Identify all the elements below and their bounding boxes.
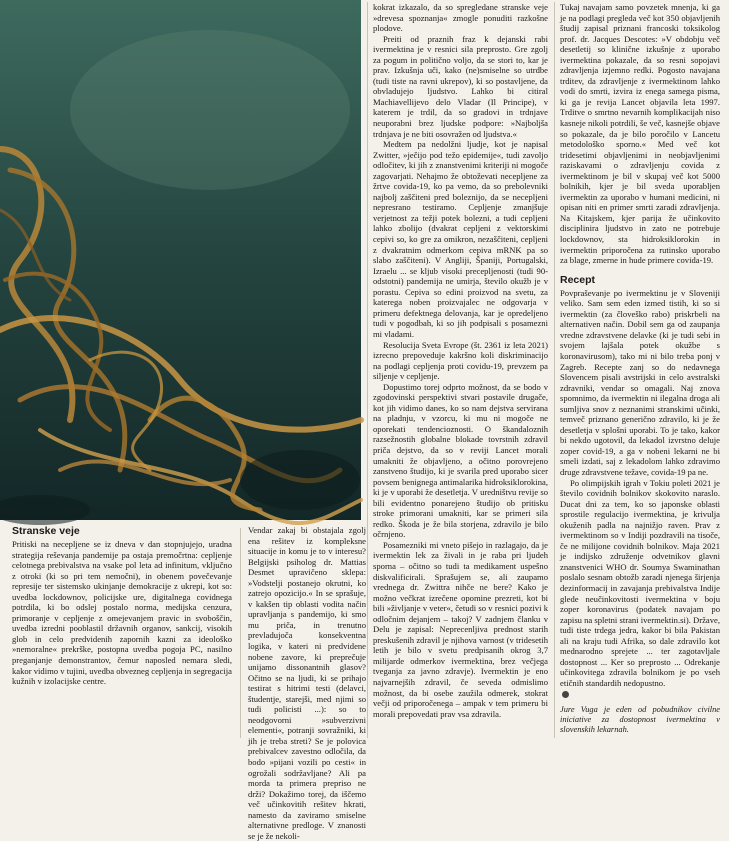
paragraph: Posamezniki mi vneto pišejo in razlagajo, da je ivermektin lek za živali in je raba pri ljudeh sporna – očitno so tudi ta medikament uspešno diskvalificirali. Sprašujem se, ali zaupamo vrednega dr. Zwittra nihče ne bere? Kako je možno večkrat izrečene opomine prezreti, kot bi bili »življanje v veter«, četudi so v resnici pozivi k odločnim dejanjem – takoj? V zadnjem članku v Delu je zapisal: Neprecenljiva prednost starih preskušenih zdravil je njihova varnost (v tridesetih letih je bilo v svetu predpisanih okrog 3,7 milijarde odmerkov ivermektina, brez večjega tveganja za javno zdravje). Ivermektin je eno najvarnejših zdravil, če seveda odmislimo možnost, da bi osebe zaužila odmerek, stokrat večji od priporočenega – ampak v tem primeru bi morali prepovedati prav vsa zdravila. [373,539,548,719]
paragraph: Preiti od praznih fraz k dejanski rabi ivermektina je v resnici sila preprosto. Gre zgolj za pogum in politično voljo, da se stori to, kar je prav. Izkušnja uči, kako (ne)smiselne so utrdbe (tudi tiste na ravni ukrepov), ki so postavljene, da obvladujejo ljudstvo. Lahko bi citiral Machiavellijevo delo Vladar (Il Principe), v katerem je trdil, da so gradovi in trdnjave neuporabni brez ljudske podpore: »Najboljša trdnjava je ne biti osovražen od ljudstva.« [373,33,548,139]
article-column-4 [560,2,720,735]
paragraph: Vendar zakaj bi obstajala zgolj ena rešitev iz kompleksne situacije in komu je to v interesu? Belgijski psiholog dr. Mattias Desmet upravičeno sklepa: »Vodstelji postanejo okrutni, ko zatrejo opozicijo.« In se sprašuje, v kakšen tip oblasti vodita način upravljanja s pandemijo, ki smo mu priča, in trenutno prevladujoča konsekventna logika, v kateri ni predvidene nobene zavore, ki preprečuje unijamo dissonantnih glasov? Očitno se na ljudi, ki se prihajo testirat s hitrimi testi (delavci, študentje, starejši, med njimi so tudi policisti ...): so to neodgovorni »subverzivni elementi«, potranji sovražniki, ki jih je treba streti? Se je polovica prebivalcev zavestno odločila, da bodo »pijani vozili po cesti« in ogrožali sodržavljane? Ali pa morda ta primera prepriso ne drži? Dokažimo torej, da iščemo več učinkovitih rešitev hkrati, namesto da zaviramo smiselne alternativne predloge. V znanosti se je že nekoli- [248,525,366,841]
column-divider [554,2,555,738]
paragraph: Dopustimo torej odprto možnost, da se bodo v zgodovinski perspektivi stvari postavile drugače, kot jih vidimo danes, ko so nam dejstva servirana na pladnju, v vzorcu, ki mu ni mogoče ne oporekati tendencioznosti. O škandaloznih razsežnostih globalne blokade tovrstnih zdravil priča dejstvo, da so v reviji Lancet morali umakniti že objavljeno, a očitno porovrejeno zanstveno študijo, ki je svarila pred uporabo sicer povsem benignega antimalarika hidroksiklorokina, ki je v uporabi že desetletja. V uredništvu revije so bili evidentno ponarejeno študijo ob pritisku stroke primorani umakniti, kar se primeri sila redko. Škoda je že bila storjena, zdravilo je bilo očrnjeno. [373,381,548,540]
paragraph: Resolucija Sveta Evrope (št. 2361 iz leta 2021) izrecno prepoveduje kakršno koli diskriminacijo na podlagi cepljenja proti covidu-19, prevzem pa siljenje v cepljenje. [373,339,548,382]
paragraph: Tukaj navajam samo povzetek mnenja, ki ga je na podlagi pregleda več kot 350 objavljenih študij zapisal priznani francoski toksikolog prof. dr. Jacques Descotes: »V obdobju več desetletij so klinične izkušnje z uporabo ivermektina pokazale, da so resni sopojavi zdravljenja izjemno redki. Pogosto navajana trditev, da zdravljenje z ivermektinom lahko vodi do smrti, izvira iz enega samega pisma, ki ga je revija Lancet objavila leta 1997. Trditve o smrtno nevarnih komplikacijah niso kasneje nikoli potrdili, še več, kasnejše objave so pokazale, da je bilo poročilo v Lancetu metodološko sporno.« Med več kot tridesetimi objavljenimi in neobjavljenimi raziskavami o zdravljenju covida z ivermektinom je bil v skupaj več kot 5000 bolnikih, kjer je bil sveda uporabljen ivermektin za uporabo v humani medicini, ni opisan niti en primer smrti zaradi zdravljenja. Na Kitajskem, kjer parija že učinkovito disciplinira ljudstvo in zato ne potrebuje lockdownov, sta hidroksiklorokin in ivermektin priporočena za rutinsko uporabo za blage, zmerne in hude primere covida-19. [560,2,720,266]
paragraph: Pritiski na necepljene se iz dneva v dan stopnjujejo, uradna strategija reševanja pandemije pa ostaja premočrtna: cepljenje celotnega prebivalstva na vsake pol leta ad infinitum, vključno z otroki (ki so pri tem nemočni), in obenem povečevanje represije ter sistemsko ukinjanje demokracije z ukrepi, kot so: uvedba lockdownov, policijske ure, digitalnega covidnega potrdila, ki bo odslej postalo norma, medijska cenzura, primoranje v cepljenje z omejevanjem pravic in svoboščin, uvedba izredni pooblastil državnih organov, sankcij, visokih glob in celo predvidenih zapornih kazni za ideološko »nemoralne« prekrške, postopna uvedba pogoja PC, nasilno preganjanje demonstrantov, čemur naposled nemara sledi, kakor vidimo v tujini, uvedba obvezneg cepljenja in segregacija kužnih v izolacijske centre. [12,539,232,687]
paragraph: Povpraševanje po ivermektinu je v Sloveniji veliko. Sam sem eden izmed tistih, ki so si ivermektin (za človeško rabo) priskrbeli na alternativen način. Dobil sem ga od zaupanja vredne zdravstvene delavke (ki je tudi sebi in svojem lajšala potek okužbe s koronavirusom), tako mi ni bilo treba ponj v Zagreb. Recepte zanj so do nedavnega Slovencem pisali avstrijski in celo avstralski zdravniki, vendar so omagali. Naj znova spomnimo, da ivermektin ni ilegalna droga ali sumljiva snov z neznanimi stranskimi učinki, temveč priznano generično zdravilo, ki je že desetletja v splošni uporabi. To je tako, kakor bi nekdo ugotovil, da lekadol izvrstno deluje zoper covid-19, a ga v nobeni lekarni ne bi smeli izdati, saj z lekadolom lahko zdravimo druge zdravstvene težave, covida-19 pa ne. [560,287,720,477]
section-heading-stranske-veje: Stranske veje [12,525,80,537]
paragraph: Medtem pa nedolžni ljudje, kot je napisal Zwitter, »ječijo pod težo epidemije«, tudi zavoljo odločitev, ki jih z znanstvenimi kriteriji ni mogoče zagovarjati. Nehajmo že obtoževati necepljene za žrtve covida-19, ko pa vemo, da so prebolevniki najbolj zaščiteni pred boleznijo, da se necepljeni nepresrano testiramo. Cepljenje zmanjšuje verjetnost za težji potek bolezni, a tudi cepljeni lahko zbolijo (dvakrat cepljeni z vektorskimi cepivi so, ko gre za omikron, nezaščiteni, cepljeni z dvakratnim odmerkom cepiva mRNK pa so slabo zaščiteni). V Angliji, Španiji, Portugalski, Izraelu ... se kljub visoki precepljenosti (tudi 90-odstotni) pandemija ne umirja, število okužb je v porastu. Cepiva so edini proizvod na svetu, za katerega noben proizvajalec ne odgovarja v primeru defektnega delovanja, kar je opredeljeno tudi v pogodbah, ki so jih podpisali s posamezni mi vladami. [373,139,548,339]
article-end-mark-icon [562,691,569,698]
paragraph: Po olimpijskih igrah v Tokiu poleti 2021 je število covidnih bolnikov skokovito naraslo. Ducat dni za tem, ko so japonske oblasti sprostile regulacijo ivermektina, je krivulja okuženih padla na najnižjo raven. Prav z ivermektinom so v Indiji pozdravili na tisoče, če ne milijone covidnih bolnikov. Maja 2021 je indijsko združenje odvetnikov glavni znanstvenici WHO dr. Soumya Swaminathan poslalo sesnam obtožb zaradi njenega širjenja dezinformacij in zavajanja prebivalstva Indije glede neučinkovitosti ivermektina v boju zoper koronavirus (podatek navajam po zapisu na spletni strani ivermektin.si). Države, tudi tiste trdega jedra, kakor bi bila Pakistan ali na kraju tudi Afrika, so dale zdravilo kot mednarodno sprejete ... ter zagotavljale dostopnost ... Ker so preprosto ... Odrekanje učinkovitega zdravila bolnikom je po vseh etičnih standardih nedopustno. [560,477,720,688]
column-divider [240,528,241,738]
article-column-1 [12,525,232,687]
column-divider [367,2,368,738]
article-photo-ropes-underwater [0,0,361,520]
article-column-3 [373,2,548,719]
author-caption: Jure Vuga je eden od pobudnikov civilne iniciative za dostopnost ivermektina v slovenskih lekarnah. [560,705,720,734]
article-column-2 [248,525,366,841]
paragraph: kokrat izkazalo, da so spregledane stranske veje »drevesa spoznanja« zmogle ponuditi razkošne plodove. [373,2,548,34]
rope-illustration [0,0,361,520]
section-heading-recept: Recept [560,273,596,286]
